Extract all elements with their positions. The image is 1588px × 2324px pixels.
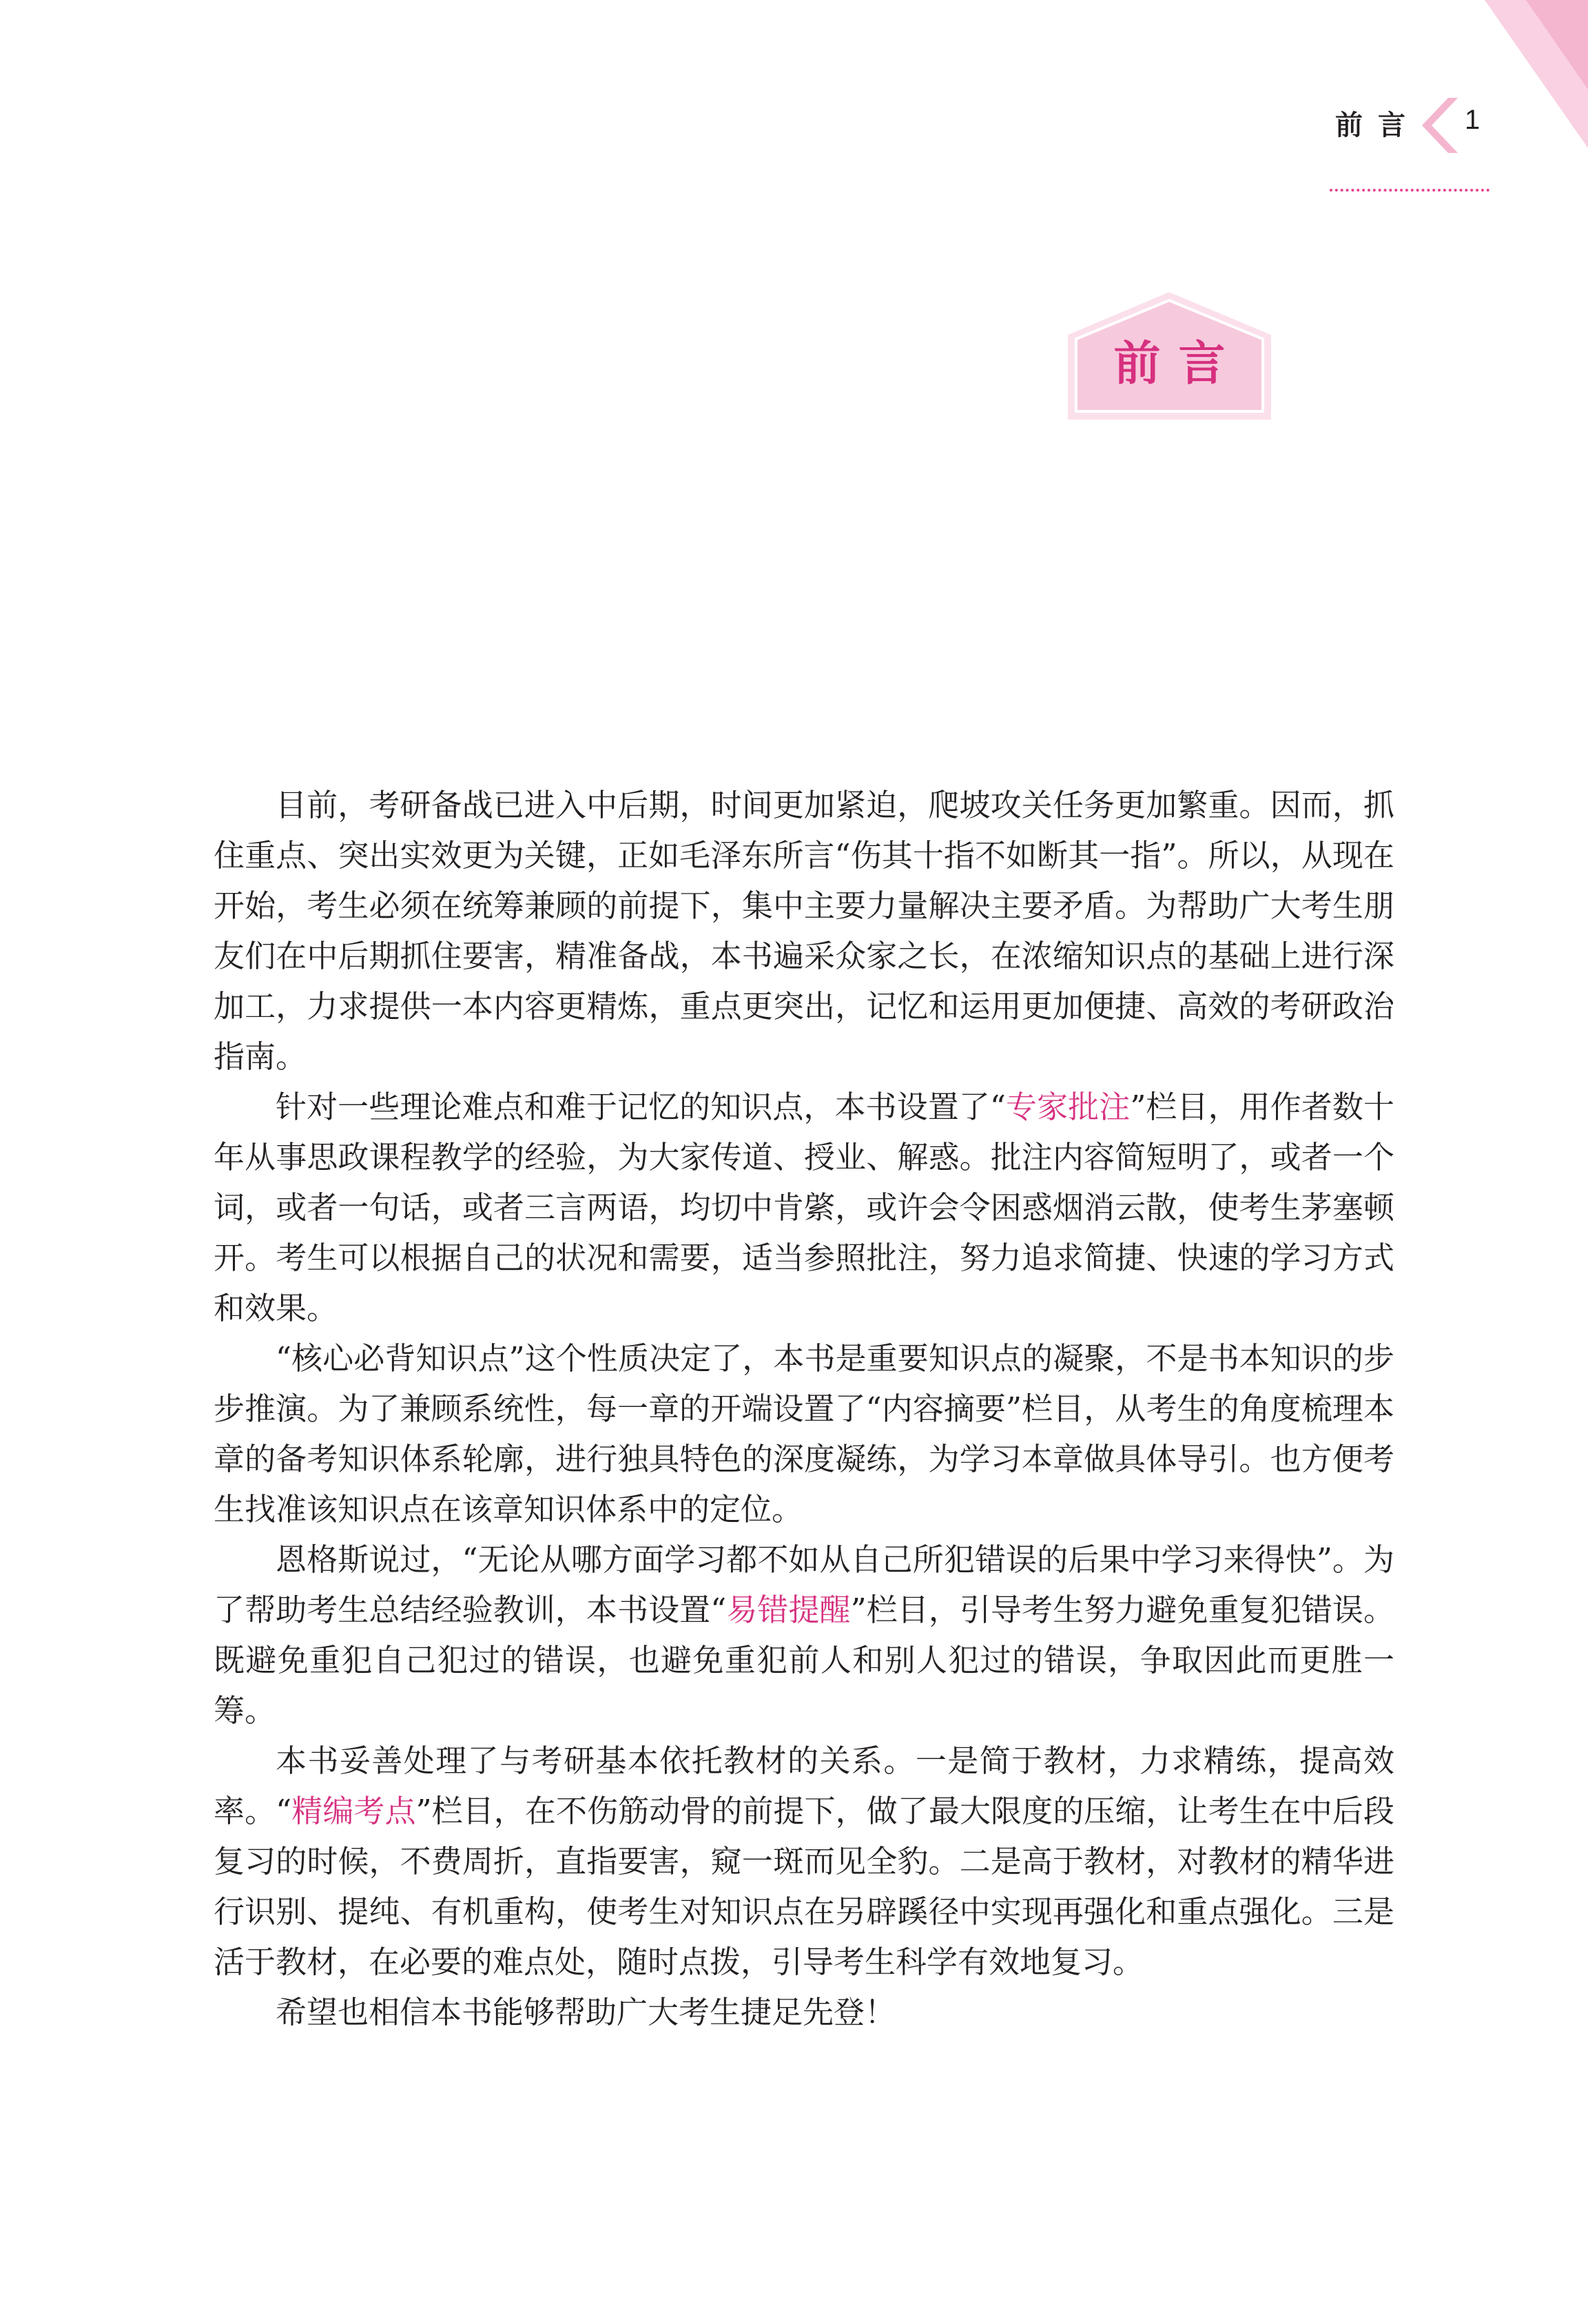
paragraph-6: 希望也相信本书能够帮助广大考生捷足先登！: [276, 1994, 896, 2030]
paragraph-3: “核心必背知识点”这个性质决定了，本书是重要知识点的凝聚，不是书本知识的步步推演。为了兼顾系统性，每一章的开端设置了“内容摘要”栏目，从考生的角度梳理本章的备考知识体系轮廓，进行独具特色的深度凝练，为学习本章做具体导引。也方便考生找准该知识点在该章知识体系中的定位。: [214, 1340, 1394, 1528]
highlight-key-points: 精编考点: [291, 1793, 416, 1829]
running-header: [1330, 101, 1481, 149]
title-badge: [1068, 292, 1271, 420]
header-page-number: 1: [1465, 105, 1481, 135]
paragraph-1: 目前，考研备战已进入中后期，时间更加紧迫，爬坡攻关任务更加繁重。因而，抓住重点、突出实效更为关键，正如毛泽东所言“伤其十指不如断其一指”。所以，从现在开始，考生必须在统筹兼顾的前提下，集中主要力量解决主要矛盾。为帮助广大考生朋友们在中后期抓住要害，精准备战，本书遍采众家之长，在浓缩知识点的基础上进行深加工，力求提供一本内容更精炼，重点更突出，记忆和运用更加便捷、高效的考研政治指南。: [214, 787, 1394, 1075]
paragraph-5: 本书妥善处理了与考研基本依托教材的关系。一是简于教材，力求精练，提高效率。“精编考点”栏目，在不伤筋动骨的前提下，做了最大限度的压缩，让考生在中后段复习的时候，不费周折，直指要害，窥一斑而见全豹。二是高于教材，对教材的精华进行识别、提纯、有机重构，使考生对知识点在另辟蹊径中实现再强化和重点强化。三是活于教材，在必要的难点处，随时点拨，引导考生科学有效地复习。: [214, 1742, 1394, 1980]
paragraph-4: 恩格斯说过，“无论从哪方面学习都不如从自己所犯错误的后果中学习来得快”。为了帮助考生总结经验教训，本书设置“易错提醒”栏目，引导考生努力避免重复犯错误。既避免重犯自己犯过的错误，也避免重犯前人和别人犯过的错误，争取因此而更胜一筹。: [214, 1541, 1394, 1729]
header-section-title: 前言: [1335, 110, 1421, 141]
header-dotted-rule: [1330, 189, 1489, 192]
chevron-left-icon: [1418, 98, 1459, 156]
highlight-error-reminder: 易错提醒: [726, 1592, 851, 1628]
page-title: 前言: [1113, 336, 1244, 391]
preface-body: [214, 780, 1394, 2037]
highlight-expert-annotation: 专家批注: [1005, 1089, 1131, 1125]
paragraph-2: 针对一些理论难点和难于记忆的知识点，本书设置了“专家批注”栏目，用作者数十年从事思政课程教学的经验，为大家传道、授业、解惑。批注内容简短明了，或者一个词，或者一句话，或者三言两语，均切中肯綮，或许会令困惑烟消云散，使考生茅塞顿开。考生可以根据自己的状况和需要，适当参照批注，努力追求简捷、快速的学习方式和效果。: [214, 1089, 1394, 1326]
